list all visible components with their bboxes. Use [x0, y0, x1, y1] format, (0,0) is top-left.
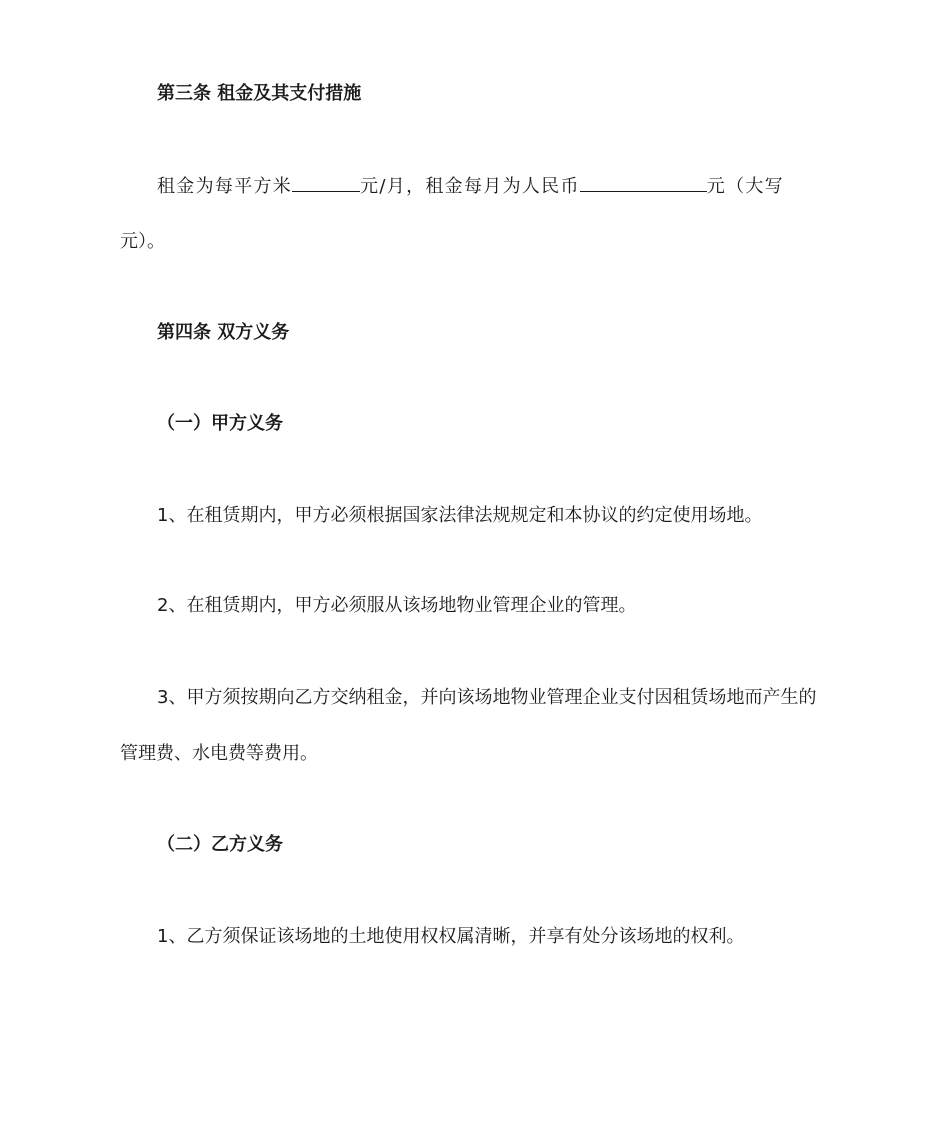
party-a-item-3-line1: 3、甲方须按期向乙方交纳租金，并向该场地物业管理企业支付因租赁场地而产生的 — [157, 687, 817, 708]
party-a-item-1: 1、在租赁期内，甲方必须根据国家法律法规规定和本协议的约定使用场地。 — [157, 505, 763, 526]
rent-amount-blank — [580, 173, 707, 192]
article3-heading: 第三条 租金及其支付措施 — [157, 83, 362, 104]
party-a-item-3-line2: 管理费、水电费等费用。 — [120, 743, 318, 764]
party-a-item-2: 2、在租赁期内，甲方必须服从该场地物业管理企业的管理。 — [157, 595, 637, 616]
rent-per-sqm-blank — [292, 173, 360, 192]
rent-clause-line2: 元）。 — [120, 231, 165, 252]
party-b-obligations-heading: （二）乙方义务 — [157, 834, 283, 855]
rent-clause-line1 — [157, 173, 830, 199]
rent-text-per-sqm: 租金为每平方米 — [157, 176, 293, 197]
rent-text-capital: 元（大写 — [706, 176, 784, 197]
article4-heading: 第四条 双方义务 — [157, 322, 290, 343]
party-b-item-1: 1、乙方须保证该场地的土地使用权权属清晰，并享有处分该场地的权利。 — [157, 926, 745, 947]
party-a-obligations-heading: （一）甲方义务 — [157, 413, 283, 434]
rent-text-monthly: 元/月，租金每月为人民币 — [360, 176, 580, 197]
